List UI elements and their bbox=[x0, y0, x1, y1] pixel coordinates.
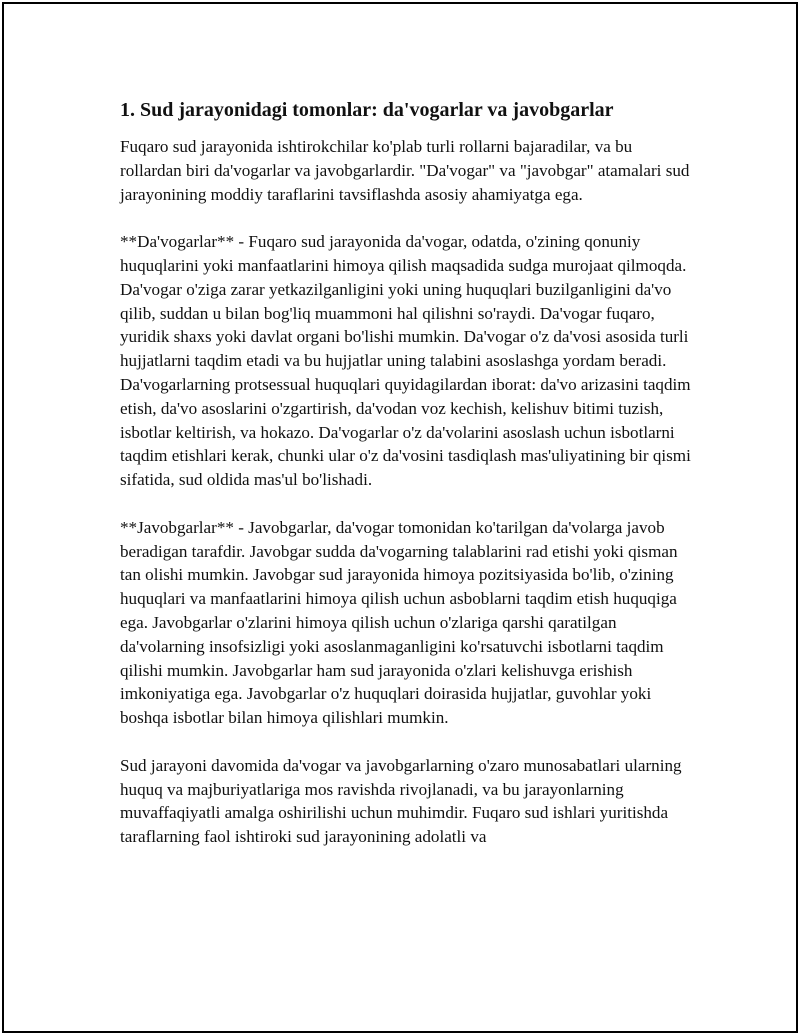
document-body bbox=[120, 97, 692, 873]
section-title: 1. Sud jarayonidagi tomonlar: da'vogarlar va javobgarlar bbox=[120, 99, 614, 121]
paragraph-conclusion: Sud jarayoni davomida da'vogar va javobgarlarning o'zaro munosabatlari ularning huquq va majburiyatlariga mos ravishda rivojlanadi, va bu jarayonlarning muvaffaqiyatli amalga oshirilishi uchun muhimdir. Fuqaro sud ishlari yuritishda taraflarning faol ishtiroki sud jarayonining adolatli va bbox=[120, 755, 682, 847]
document-page bbox=[2, 2, 798, 1033]
paragraph-javobgarlar: **Javobgarlar** - Javobgarlar, da'vogar tomonidan ko'tarilgan da'volarga javob beradigan tarafdir. Javobgar sudda da'vogarning talablarini rad etishi yoki qisman tan olishi mumkin. Javobgar sud jarayonida himoya pozitsiyasida bo'lib, o'zining huquqlari va manfaatlarini himoya qilish uchun asboblarni taqdim etish huquqiga ega. Javobgarlar o'zlarini himoya qilish uchun o'zlariga qarshi qaratilgan da'volarning insofsizligi yoki asoslanmaganligini ko'rsatuvchi isbotlarni taqdim qilishi mumkin. Javobgarlar ham sud jarayonida o'zlari kelishuvga erishish imkoniyatiga ega. Javobgarlar o'z huquqlari doirasida hujjatlar, guvohlar yoki boshqa isbotlar bilan himoya qilishlari mumkin. bbox=[120, 517, 678, 728]
paragraph-davogarlar: **Da'vogarlar** - Fuqaro sud jarayonida da'vogar, odatda, o'zining qonuniy huquqlarini yoki manfaatlarini himoya qilish maqsadida sudga murojaat qilmoqda. Da'vogar o'ziga zarar yetkazilganligini yoki uning huquqlari buzilganligini da'vo qilib, suddan u bilan bog'liq muammoni hal qilishni so'raydi. Da'vogar fuqaro, yuridik shaxs yoki davlat organi bo'lishi mumkin. Da'vogar o'z da'vosi asosida turli hujjatlarni taqdim etadi va bu hujjatlar uning talabini asoslashga yordam beradi. Da'vogarlarning protsessual huquqlari quyidagilardan iborat: da'vo arizasini taqdim etish, da'vo asoslarini o'zgartirish, da'vodan voz kechish, kelishuv bitimi tuzish, isbotlar keltirish, va hokazo. Da'vogarlar o'z da'volarini asoslash uchun isbotlarni taqdim etishlari kerak, chunki ular o'z da'vosini tasdiqlash mas'uliyatining bir qismi sifatida, sud oldida mas'ul bo'lishadi. bbox=[120, 232, 691, 490]
paragraph-intro: Fuqaro sud jarayonida ishtirokchilar ko'plab turli rollarni bajaradilar, va bu rollardan biri da'vogarlar va javobgarlardir. "Da'vogar" va "javobgar" atamalari sud jarayonining moddiy taraflarini tavsiflashda asosiy ahamiyatga ega. bbox=[120, 137, 690, 204]
